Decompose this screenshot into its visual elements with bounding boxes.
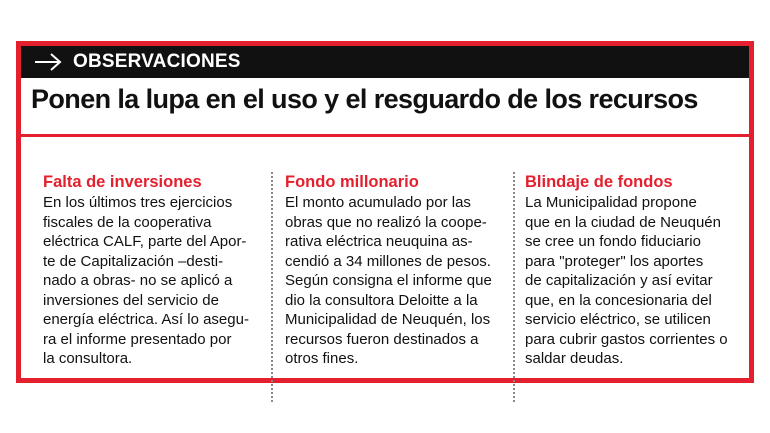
column-heading: Blindaje de fondos	[525, 173, 673, 191]
column-body: El monto acumulado por las obras que no realizó la coope- rativa eléctrica neuquina as- cendió a 34 millones de pesos. Según consigna el informe que dio la consultora Deloitte a la Municipalidad de Neuquén, los recursos fueron destinados a otros fines.	[285, 194, 492, 367]
headline: Ponen la lupa en el uso y el resguardo de los recursos	[31, 84, 698, 114]
column-body: La Municipalidad propone que en la ciudad de Neuquén se cree un fondo fiduciario para "proteger" los aportes de capitalización y así evitar que, en la concesionaria del servicio eléctrico, se utilicen para cubrir gastos corrientes o saldar deudas.	[525, 194, 728, 367]
section-header-bar	[21, 46, 749, 78]
column-blindaje-de-fondos	[525, 172, 753, 369]
column-body: En los últimos tres ejercicios fiscales de la cooperativa eléctrica CALF, parte del Apor- te de Capitalización –desti- nado a obras- no se aplicó a inversiones del servicio de energía eléctrica. Así lo asegu- ra el informe presentado por la consultora.	[43, 194, 249, 367]
column-separator	[271, 172, 273, 402]
column-heading: Fondo millonario	[285, 173, 419, 191]
headline-divider	[21, 134, 749, 137]
section-label: OBSERVACIONES	[73, 51, 241, 72]
column-heading: Falta de inversiones	[43, 173, 202, 191]
arrow-right-icon	[33, 51, 63, 73]
column-fondo-millonario	[285, 172, 513, 369]
observations-box	[16, 41, 754, 383]
column-separator	[513, 172, 515, 402]
column-falta-de-inversiones	[43, 172, 271, 369]
